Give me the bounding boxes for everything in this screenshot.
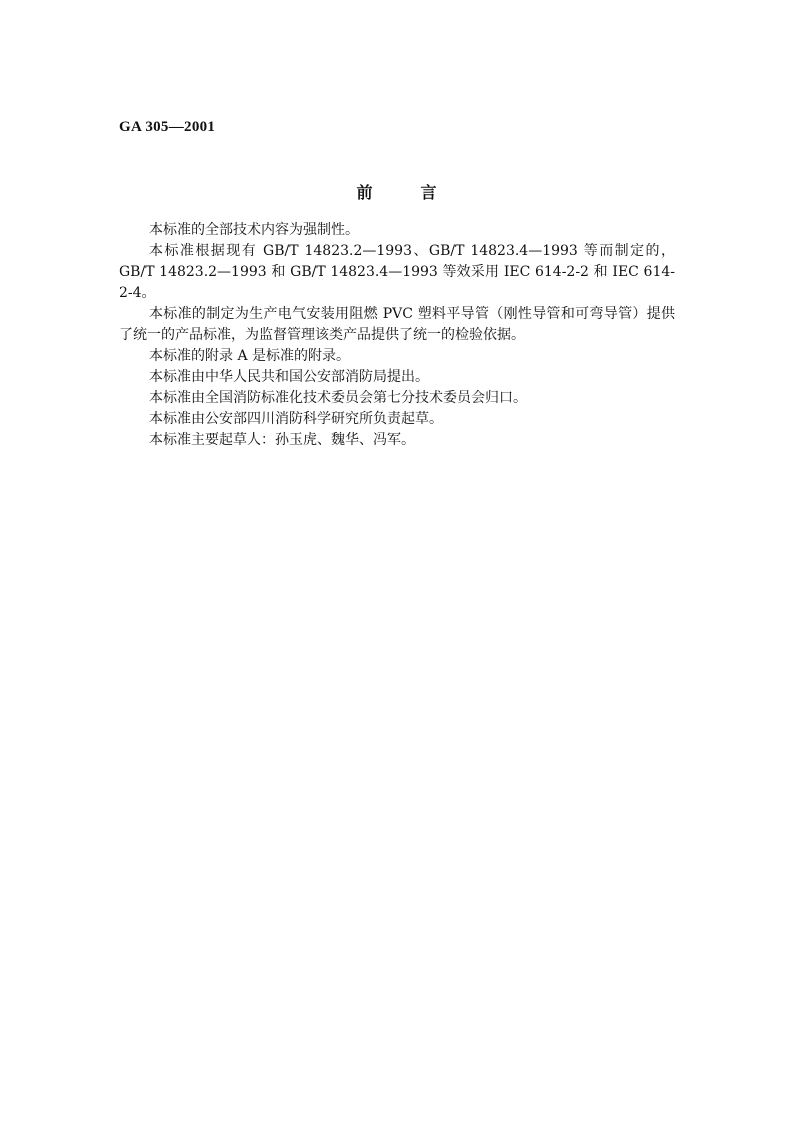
paragraph: 本标准的附录 A 是标准的附录。 — [149, 348, 351, 364]
paragraph: 本标准的制定为生产电气安装用阻燃 PVC 塑料平导管（刚性导管和可弯导管）提供了统一的产品标准，为监督管理该类产品提供了统一的检验依据。 — [119, 306, 675, 343]
paragraph: 本标准主要起草人：孙玉虎、魏华、冯军。 — [149, 432, 415, 448]
paragraph: 本标准根据现有 GB/T 14823.2—1993、GB/T 14823.4—1993 等而制定的，GB/T 14823.2—1993 和 GB/T 14823.4—1993 等效采用 IEC 614-2-2 和 IEC 614-2-4。 — [119, 243, 675, 301]
paragraph: 本标准由全国消防标准化技术委员会第七分技术委员会归口。 — [149, 390, 527, 406]
paragraph: 本标准由公安部四川消防科学研究所负责起草。 — [149, 411, 443, 427]
paragraph: 本标准由中华人民共和国公安部消防局提出。 — [149, 369, 429, 385]
foreword-body — [119, 220, 675, 451]
document-code: GA 305—2001 — [119, 119, 216, 135]
foreword-title: 前言 — [356, 183, 485, 202]
paragraph: 本标准的全部技术内容为强制性。 — [149, 222, 359, 238]
